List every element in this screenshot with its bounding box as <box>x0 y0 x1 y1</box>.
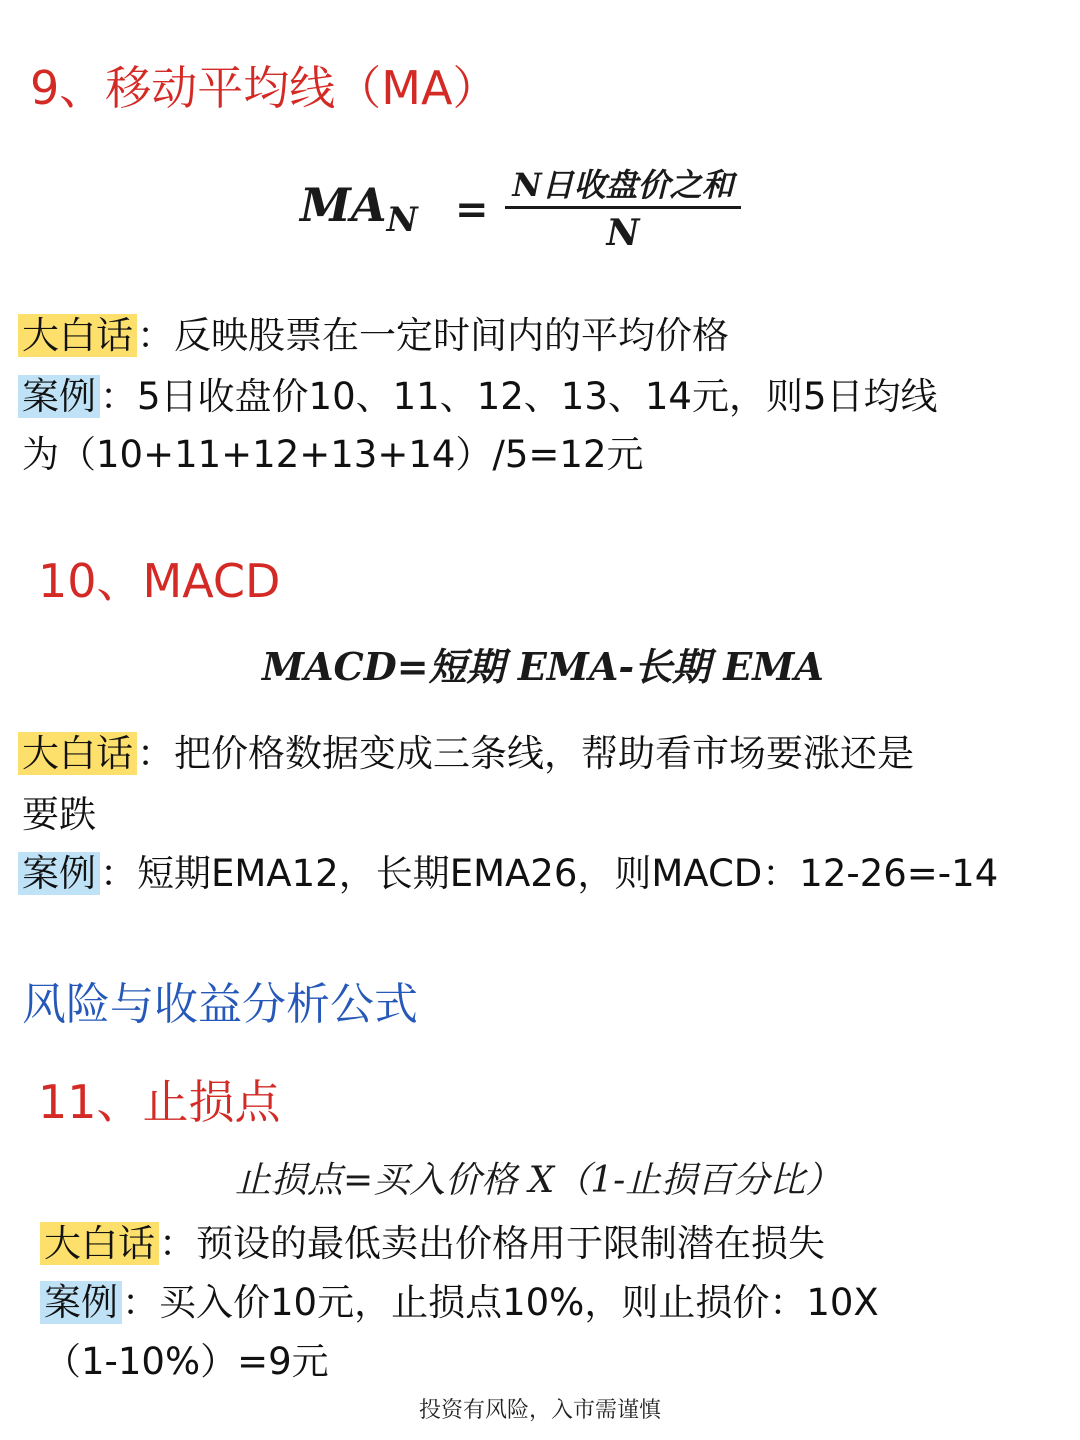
example-tag: 案例 <box>18 852 100 895</box>
plain-talk-tag: 大白话 <box>18 732 137 775</box>
ma-formula-eq: = <box>455 186 489 233</box>
ma-formula-numerator: N日收盘价之和 <box>512 166 734 204</box>
plain-talk-tag: 大白话 <box>18 314 137 357</box>
macd-example-line: 案例 ：短期EMA12，长期EMA26，则MACD：12-26=-14 <box>18 852 998 896</box>
section-title-stop-loss: 11、止损点 <box>38 1075 281 1129</box>
risk-disclaimer: 投资有风险，入市需谨慎 <box>418 1398 661 1423</box>
stop-loss-example-line-2: （1-10%）=9元 <box>44 1340 329 1383</box>
ma-subscript: N <box>386 200 418 241</box>
section-title-ma: 9、移动平均线（MA） <box>30 61 499 115</box>
fraction-bar <box>505 206 741 209</box>
macd-example-text: 短期EMA12，长期EMA26，则MACD：12-26=-14 <box>137 852 999 895</box>
group-title-risk-return: 风险与收益分析公式 <box>22 979 418 1030</box>
ma-example-line-1: 案例 ：5日收盘价10、11、12、13、14元，则5日均线 <box>18 375 938 419</box>
ma-plain-line: 大白话 ：反映股票在一定时间内的平均价格 <box>18 314 729 358</box>
ma-example-text-1: 5日收盘价10、11、12、13、14元，则5日均线 <box>137 375 938 418</box>
ma-example-line-2: 为（10+11+12+13+14）/5=12元 <box>22 433 644 476</box>
stop-loss-plain-line: 大白话 ：预设的最低卖出价格用于限制潜在损失 <box>40 1222 825 1266</box>
section-title-macd: 10、MACD <box>38 554 281 608</box>
macd-plain-line-1: 大白话 ：把价格数据变成三条线，帮助看市场要涨还是 <box>18 732 914 776</box>
macd-plain-line-2: 要跌 <box>22 793 96 836</box>
plain-talk-tag: 大白话 <box>40 1222 159 1265</box>
example-tag: 案例 <box>18 375 100 418</box>
ma-plain-text: 反映股票在一定时间内的平均价格 <box>174 314 729 357</box>
macd-plain-text-1: 把价格数据变成三条线，帮助看市场要涨还是 <box>174 732 914 775</box>
macd-formula: MACD=短期 EMA-长期 EMA <box>262 644 824 689</box>
stop-loss-example-line-1: 案例 ：买入价10元，止损点10%，则止损价：10X <box>40 1281 879 1325</box>
ma-symbol: MA <box>300 178 387 232</box>
stop-loss-plain-text: 预设的最低卖出价格用于限制潜在损失 <box>196 1222 825 1265</box>
stop-loss-example-text-1: 买入价10元，止损点10%，则止损价：10X <box>159 1281 879 1324</box>
example-tag: 案例 <box>40 1281 122 1324</box>
ma-formula-lhs <box>300 178 418 240</box>
stop-loss-formula: 止损点=买入价格 X（1-止损百分比） <box>235 1160 842 1201</box>
ma-formula-denominator: N <box>606 212 640 254</box>
